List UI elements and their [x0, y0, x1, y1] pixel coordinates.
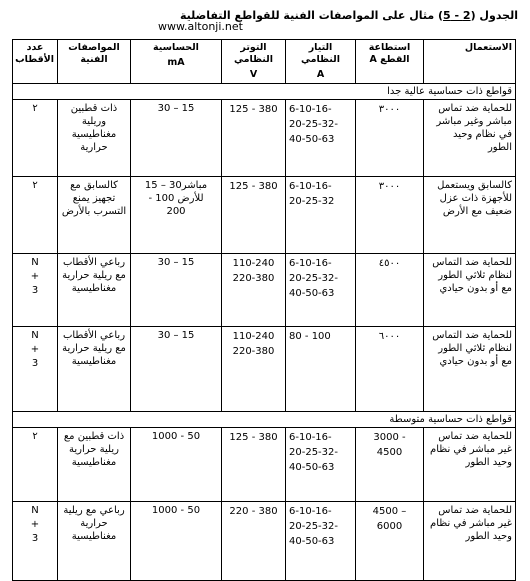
header-breaking-capacity: استطاعة القطع A: [356, 40, 424, 84]
table-row: [13, 254, 516, 327]
cell-poles: N + 3: [13, 502, 58, 581]
cell-rated-current: 6-10-16- 20-25-32- 40-50-63: [286, 100, 356, 177]
cell-technical-specs: رباعي الأقطاب مع ريلية حرارية مغناطيسية: [58, 254, 131, 327]
cell-technical-specs: رباعي الأقطاب مع ريلية حرارية مغناطيسية: [58, 327, 131, 412]
header-sensitivity: الحساسية mA: [131, 40, 222, 84]
header-row: [13, 40, 516, 84]
group-title: قواطع ذات حساسية عالية جدا: [13, 84, 516, 100]
cell-rated-voltage: 125 - 380: [222, 177, 286, 254]
cell-sensitivity: 15 – 30: [131, 254, 222, 327]
table-row: [13, 177, 516, 254]
cell-sensitivity: 15 – 30: [131, 327, 222, 412]
cell-technical-specs: رباعي مع ريلية حرارية مغناطيسية: [58, 502, 131, 581]
header-technical-specs: المواصفات الفنية: [58, 40, 131, 84]
header-use: الاستعمال: [424, 40, 516, 84]
cell-technical-specs: ذات قطبين مع ريلية حرارية مغناطيسية: [58, 428, 131, 502]
cell-breaking-capacity: ٣٠٠٠: [356, 177, 424, 254]
table-body: [13, 84, 516, 581]
cell-poles: ٢: [13, 428, 58, 502]
cell-rated-current: 6-10-16- 20-25-32- 40-50-63: [286, 428, 356, 502]
group-header-row: [13, 412, 516, 428]
cell-sensitivity: 50 - 1000: [131, 502, 222, 581]
cell-poles: ٢: [13, 100, 58, 177]
cell-use: كالسابق ويستعمل للأجهزة ذات عزل ضعيف مع الأرض: [424, 177, 516, 254]
cell-rated-current: 80 - 100: [286, 327, 356, 412]
caption-prefix: الجدول (: [470, 9, 518, 22]
cell-use: للحماية ضد التماس لنظام ثلاثي الطور مع أو بدون حيادي: [424, 254, 516, 327]
cell-rated-voltage: 125 - 380: [222, 428, 286, 502]
cell-rated-voltage: 110-240 220-380: [222, 327, 286, 412]
table-row: [13, 100, 516, 177]
cell-rated-voltage: 125 - 380: [222, 100, 286, 177]
table-row: [13, 502, 516, 581]
cell-technical-specs: ذات قطبين وريلية مغناطيسية حرارية: [58, 100, 131, 177]
cell-sensitivity: مباشر30 – 15 للأرض 100 - 200: [131, 177, 222, 254]
group-title: قواطع ذات حساسية متوسطة: [13, 412, 516, 428]
spec-table: [12, 39, 516, 581]
cell-use: للحماية ضد تماس مباشر وغير مباشر في نظام وحيد الطور: [424, 100, 516, 177]
cell-breaking-capacity: ٦٠٠٠: [356, 327, 424, 412]
cell-poles: N + 3: [13, 254, 58, 327]
cell-rated-voltage: 110-240 220-380: [222, 254, 286, 327]
group-header-row: [13, 84, 516, 100]
cell-breaking-capacity: 3000 - 4500: [356, 428, 424, 502]
cell-rated-current: 6-10-16- 20-25-32: [286, 177, 356, 254]
table-row: [13, 428, 516, 502]
cell-rated-voltage: 220 - 380: [222, 502, 286, 581]
cell-use: للحماية ضد التماس لنظام ثلاثي الطور مع أو بدون حيادي: [424, 327, 516, 412]
website-watermark: www.altonji.net: [158, 20, 243, 33]
header-rated-current: التيار النظامي A: [286, 40, 356, 84]
cell-use: للحماية ضد تماس غير مباشر في نظام وحيد الطور: [424, 502, 516, 581]
cell-poles: N + 3: [13, 327, 58, 412]
table-row: [13, 327, 516, 412]
header-rated-voltage: التوتر النظامي V: [222, 40, 286, 84]
caption-number: 2 - 5: [443, 9, 471, 22]
cell-breaking-capacity: 4500 – 6000: [356, 502, 424, 581]
cell-technical-specs: كالسابق مع تجهيز يمنع التسرب بالأرض: [58, 177, 131, 254]
caption-suffix: ) مثال على المواصفات الفنية للقواطع التفاضلية: [179, 9, 444, 22]
cell-breaking-capacity: ٤٥٠٠: [356, 254, 424, 327]
cell-sensitivity: 50 - 1000: [131, 428, 222, 502]
cell-rated-current: 6-10-16- 20-25-32- 40-50-63: [286, 502, 356, 581]
cell-poles: ٢: [13, 177, 58, 254]
cell-breaking-capacity: ٣٠٠٠: [356, 100, 424, 177]
cell-use: للحماية ضد تماس غير مباشر في نظام وحيد الطور: [424, 428, 516, 502]
cell-rated-current: 6-10-16- 20-25-32- 40-50-63: [286, 254, 356, 327]
cell-sensitivity: 15 – 30: [131, 100, 222, 177]
header-poles: عدد الأقطاب: [13, 40, 58, 84]
